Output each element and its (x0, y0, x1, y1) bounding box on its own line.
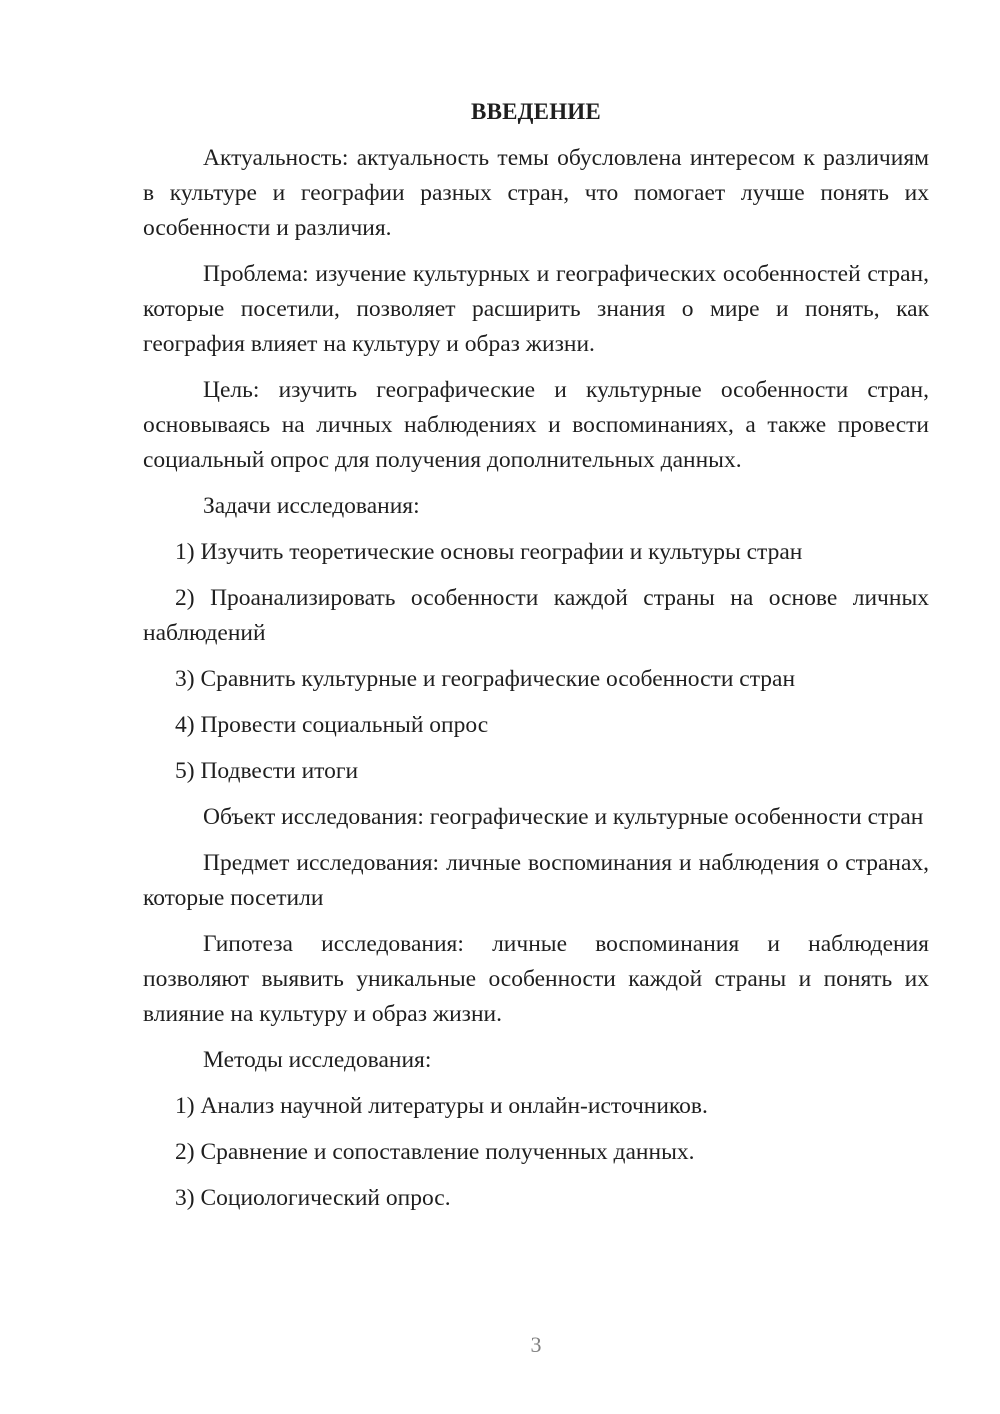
problem-paragraph: Проблема: изучение культурных и географических особенностей стран, которые посетили, позволяет расширить знания о мире и понять, как география влияет на культуру и образ жизни. (143, 261, 929, 357)
tasks-heading: Задачи исследования: (203, 493, 420, 519)
subject-paragraph: Предмет исследования: личные воспоминания и наблюдения о странах, которые посетили (143, 850, 929, 911)
page-number: 3 (530, 1332, 542, 1357)
method-item: 2) Сравнение и сопоставление полученных данных. (175, 1139, 695, 1165)
section-title: ВВЕДЕНИЕ (471, 99, 601, 124)
task-item: 5) Подвести итоги (175, 758, 359, 784)
hypothesis-paragraph: Гипотеза исследования: личные воспоминания и наблюдения позволяют выявить уникальные особенности каждой страны и понять их влияние на культуру и образ жизни. (143, 931, 929, 1027)
method-item: 1) Анализ научной литературы и онлайн-источников. (175, 1093, 708, 1119)
task-item: 4) Провести социальный опрос (175, 712, 489, 738)
goal-paragraph: Цель: изучить географические и культурные особенности стран, основываясь на личных наблюдениях и воспоминаниях, а также провести социальный опрос для получения дополнительных данных. (143, 377, 929, 473)
methods-heading: Методы исследования: (203, 1047, 432, 1073)
task-item: 1) Изучить теоретические основы географии и культуры стран (175, 539, 803, 565)
task-item: 3) Сравнить культурные и географические особенности стран (175, 666, 796, 692)
page-content (143, 94, 929, 1227)
task-item: 2) Проанализировать особенности каждой страны на основе личных наблюдений (143, 585, 929, 646)
relevance-paragraph: Актуальность: актуальность темы обусловлена интересом к различиям в культуре и географии разных стран, что помогает лучше понять их особенности и различия. (143, 145, 929, 241)
method-item: 3) Социологический опрос. (175, 1185, 451, 1211)
object-paragraph: Объект исследования: географические и культурные особенности стран (203, 804, 924, 830)
